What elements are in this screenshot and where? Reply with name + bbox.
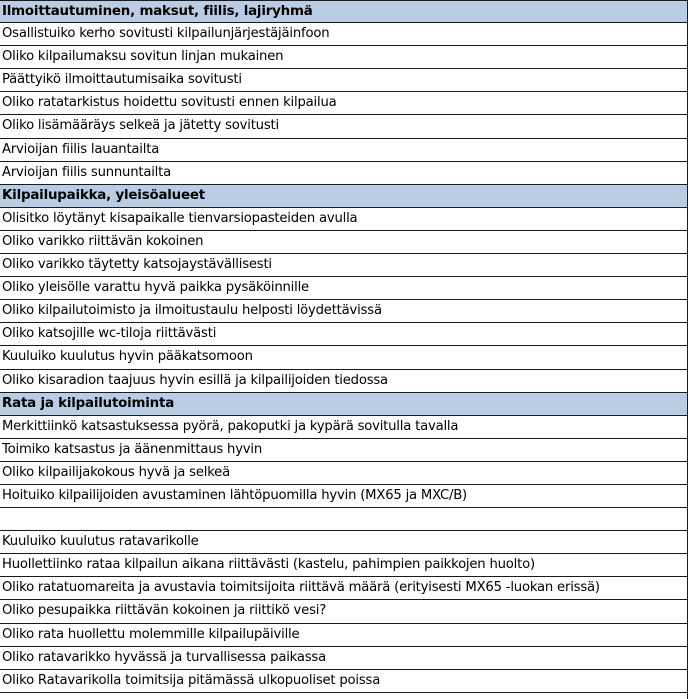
table-row[interactable]: Oliko kisaradion taajuus hyvin esillä ja kilpailijoiden tiedossa (0, 370, 688, 393)
table-row[interactable]: Merkittiinkö katsastuksessa pyörä, pakoputki ja kypärä sovitulla tavalla (0, 416, 688, 439)
table-row[interactable]: Hoituiko kilpailijoiden avustaminen lähtöpuomilla hyvin (MX65 ja MXC/B) (0, 485, 688, 508)
section-header-venue: Kilpailupaikka, yleisöalueet (0, 185, 688, 208)
table-row[interactable]: Oliko varikko täytetty katsojaystävällisesti (0, 254, 688, 277)
table-row[interactable]: Arvioijan fiilis sunnuntailta (0, 162, 688, 185)
section-header-registration: Ilmoittautuminen, maksut, fiilis, lajiryhmä (0, 0, 688, 23)
table-row[interactable]: Oliko ratatarkistus hoidettu sovitusti ennen kilpailua (0, 92, 688, 115)
table-row[interactable]: Toimiko katsastus ja äänenmittaus hyvin (0, 439, 688, 462)
table-row[interactable]: Oliko lisämääräys selkeä ja jätetty sovitusti (0, 115, 688, 138)
table-row[interactable]: Kuuluiko kuulutus ratavarikolle (0, 531, 688, 554)
table-row[interactable]: Oliko ratatuomareita ja avustavia toimitsijoita riittävä määrä (erityisesti MX65 -luokan erissä) (0, 577, 688, 600)
table-row[interactable]: Oliko kilpailutoimisto ja ilmoitustaulu helposti löydettävissä (0, 300, 688, 323)
table-row[interactable]: Oliko yleisölle varattu hyvä paikka pysäköinnille (0, 277, 688, 300)
table-row[interactable]: Oliko kilpailumaksu sovitun linjan mukainen (0, 46, 688, 69)
table-row[interactable]: Arvioijan fiilis lauantailta (0, 139, 688, 162)
table-row[interactable]: Oliko varikko riittävän kokoinen (0, 231, 688, 254)
table-row[interactable]: Oliko rata huollettu molemmille kilpailupäiville (0, 624, 688, 647)
table-row-empty[interactable] (0, 508, 688, 531)
table-row[interactable]: Päättyikö ilmoittautumisaika sovitusti (0, 69, 688, 92)
table-row[interactable]: Oliko kilpailijakokous hyvä ja selkeä (0, 462, 688, 485)
section-header-track: Rata ja kilpailutoiminta (0, 393, 688, 416)
table-row[interactable]: Oliko katsojille wc-tiloja riittävästi (0, 323, 688, 346)
table-row[interactable]: Olisitko löytänyt kisapaikalle tienvarsiopasteiden avulla (0, 208, 688, 231)
table-row[interactable]: Oliko Ratavarikolla toimitsija pitämässä ulkopuoliset poissa (0, 670, 688, 693)
table-row[interactable]: Huollettiinko rataa kilpailun aikana riittävästi (kastelu, pahimpien paikkojen huolto) (0, 554, 688, 577)
table-row[interactable]: Kuuluiko kuulutus hyvin pääkatsomoon (0, 346, 688, 369)
table-row[interactable]: Osallistuiko kerho sovitusti kilpailunjärjestäjäinfoon (0, 23, 688, 46)
table-row[interactable]: Oliko pesupaikka riittävän kokoinen ja riittikö vesi? (0, 600, 688, 623)
table-row[interactable]: Oliko ratavarikko hyvässä ja turvallisessa paikassa (0, 647, 688, 670)
